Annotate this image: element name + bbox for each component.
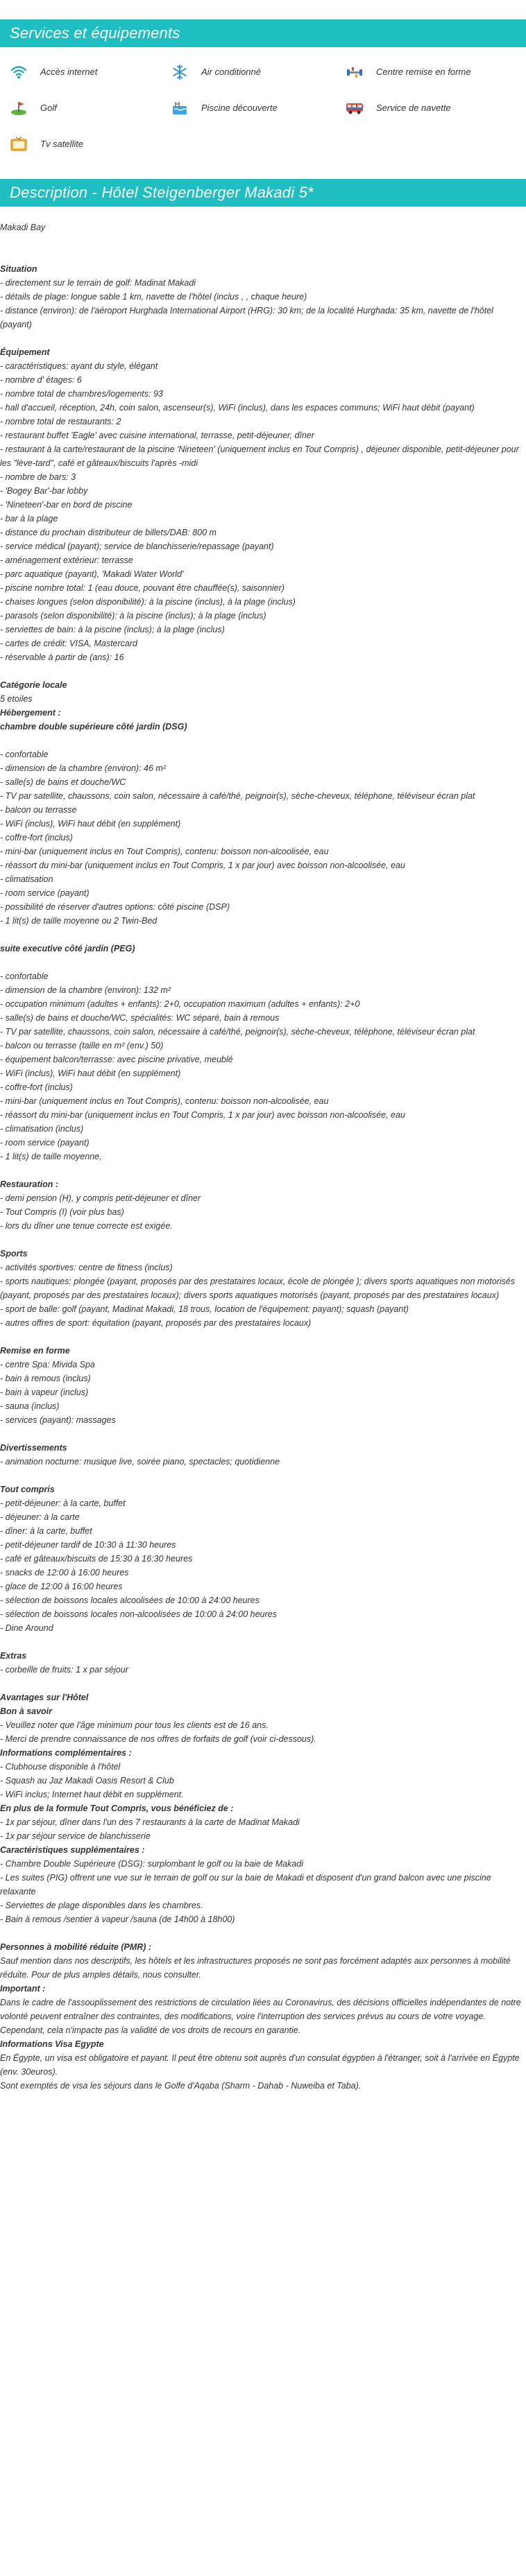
service-label: Accès internet <box>40 67 98 77</box>
description-line: - Chambre Double Supérieure (DSG): surplombant le golf ou la baie de Makadi <box>0 1859 304 1869</box>
description-line: - piscine nombre total: 1 (eau douce, pouvant être chauffée(s), saisonnier) <box>0 583 285 593</box>
section-heading: Restauration : <box>0 1179 59 1189</box>
tv-icon <box>10 135 28 153</box>
description-line: Cependant, cela n'impacte pas la validité de vos droits de recours en garantie. <box>0 2025 301 2035</box>
description-line: - déjeuner: à la carte <box>0 1512 80 1522</box>
description-line: - occupation minimum (adultes + enfants): 2+0, occupation maximum (adultes + enfants): 2+0 <box>0 999 360 1009</box>
services-row <box>10 54 526 90</box>
description-line: - Clubhouse disponible à l'hôtel <box>0 1762 121 1772</box>
description-line: - mini-bar (uniquement inclus en Tout Compris), contenu: boisson non-alcoolisée, eau <box>0 1096 329 1106</box>
section-heading: En plus de la formule Tout Compris, vous bénéficiez de : <box>0 1804 234 1813</box>
description-line: - bain à remous (inclus) <box>0 1374 91 1383</box>
section-heading: Sports <box>0 1249 28 1259</box>
description-line: - directement sur le terrain de golf: Madinat Makadi <box>0 278 196 288</box>
description-line: - nombre total de restaurants: 2 <box>0 417 121 426</box>
service-label: Golf <box>40 103 57 113</box>
description-line: En Égypte, un visa est obligatoire et payant. Il peut être obtenu soit auprès d'un consulat égyptien à l'étranger, soit à l'arrivée en Égypte (env. 30euros). <box>0 2053 520 2077</box>
description-line: - snacks de 12:00 à 16:00 heures <box>0 1568 129 1577</box>
description-line: - TV par satellite, chaussons, coin salon, nécessaire à café/thé, peignoir(s), sèche-cheveux, téléphone, téléviseur écran plat <box>0 1027 475 1037</box>
description-line: - bain à vapeur (inclus) <box>0 1388 89 1397</box>
service-golf <box>10 99 171 117</box>
section-heading: Bon à savoir <box>0 1706 53 1716</box>
services-header <box>0 19 526 47</box>
description-line: - cartes de crédit: VISA, Mastercard <box>0 639 137 648</box>
blank-line <box>0 1926 526 1940</box>
description-line: - Squash au Jaz Makadi Oasis Resort & Club <box>0 1776 174 1786</box>
description-line: - autres offres de sport: équitation (payant, proposés par des prestataires locaux) <box>0 1318 312 1328</box>
description-line: - Merci de prendre connaissance de nos offres de forfaits de golf (voir ci-dessous). <box>0 1734 316 1744</box>
service-label: Piscine découverte <box>201 103 278 113</box>
description-line: - équipement balcon/terrasse: avec piscine privative, meublé <box>0 1055 233 1064</box>
blank-line <box>0 1635 526 1649</box>
services-row <box>10 90 526 126</box>
description-line: - caractéristiques: ayant du style, élégant <box>0 361 158 371</box>
description-line: - room service (payant) <box>0 1138 90 1148</box>
blank-line <box>0 331 526 345</box>
description-line: - dimension de la chambre (environ): 46 m² <box>0 763 166 773</box>
blank-line <box>0 1677 526 1691</box>
description-line: - distance du prochain distributeur de billets/DAB: 800 m <box>0 528 217 537</box>
blank-line <box>0 1164 526 1177</box>
description-line: - climatisation <box>0 874 53 884</box>
description-line: - 1x par séjour, dîner dans l'un des 7 restaurants à la carte de Madinat Makadi <box>0 1817 300 1827</box>
description-line: - Serviettes de plage disponibles dans les chambres. <box>0 1901 203 1910</box>
service-label: Air conditionné <box>201 67 261 77</box>
section-heading: Équipement <box>0 347 50 357</box>
description-line: - sélection de boissons locales alcoolisées de 10:00 à 24:00 heures <box>0 1596 260 1605</box>
description-line: - nombre de bars: 3 <box>0 472 76 482</box>
description-line: - Bain à remous /sentier à vapeur /sauna (de 14h00 à 18h00) <box>0 1914 235 1924</box>
description-line: - climatisation (inclus) <box>0 1124 84 1134</box>
description-line: Dans le cadre de l'assouplissement des restrictions de circulation liées au Coronavirus, des décisions officielles indépendantes de notre volonté peuvent entraîner des contraintes, des modifications, voire l'interruption des services prévus au cours de votre voyage. <box>0 1998 521 2021</box>
description-line: - 1 lit(s) de taille moyenne, <box>0 1152 102 1161</box>
description-line: - salle(s) de bains et douche/WC, spécialités: WC séparé, bain à remous <box>0 1013 280 1023</box>
section-heading: Divertissements <box>0 1443 67 1453</box>
description-line: - salle(s) de bains et douche/WC <box>0 777 126 787</box>
description-line: 5 etoiles <box>0 694 33 704</box>
blank-line <box>0 664 526 678</box>
description-line: - détails de plage: longue sable 1 km, navette de l'hôtel (inclus , , chaque heure) <box>0 292 307 302</box>
description-line: - sauna (inclus) <box>0 1401 60 1411</box>
blank-line <box>0 1469 526 1483</box>
section-heading: Extras <box>0 1651 27 1661</box>
description-line: - balcon ou terrasse <box>0 805 77 815</box>
services-title: Services et équipements <box>10 24 180 42</box>
services-row <box>10 126 526 162</box>
snowflake-icon <box>171 63 189 81</box>
description-line: - possibilité de réserver d'autres options: côté piscine (DSP) <box>0 902 230 912</box>
description-line: - serviettes de bain: à la piscine (inclus); à la plage (inclus) <box>0 625 225 634</box>
description-line: - demi pension (H), y compris petit-déjeuner et dîner <box>0 1193 201 1203</box>
description-line: - animation nocturne: musique live, soirée piano, spectacles; quotidienne <box>0 1457 280 1467</box>
section-heading: Remise en forme <box>0 1346 70 1356</box>
description-line: - nombre total de chambres/logements: 93 <box>0 389 163 399</box>
description-line: - Veuillez noter que l'âge minimum pour tous les clients est de 16 ans. <box>0 1720 269 1730</box>
description-line: - Dine Around <box>0 1623 53 1633</box>
description-line: - réassort du mini-bar (uniquement inclus en Tout Compris, 1 x par jour) avec boisson non-alcoolisée, eau <box>0 1110 405 1120</box>
description-line: - confortable <box>0 971 49 981</box>
description-line: - WiFi (inclus), WiFi haut débit (en supplément) <box>0 819 181 829</box>
description-line: - restaurant buffet 'Eagle' avec cuisine international, terrasse, petit-déjeuner, dîner <box>0 431 314 440</box>
description-line: - réassort du mini-bar (uniquement inclus en Tout Compris, 1 x par jour) avec boisson non-alcoolisée, eau <box>0 861 405 870</box>
service-label: Tv satellite <box>40 139 84 149</box>
service-pool <box>171 99 346 117</box>
description-line: Makadi Bay <box>0 223 46 232</box>
description-line: - dimension de la chambre (environ): 132 m² <box>0 985 171 995</box>
description-line: - petit-déjeuner tardif de 10:30 à 11:30 heures <box>0 1540 176 1550</box>
shuttle-icon <box>346 99 364 117</box>
section-heading: Situation <box>0 264 37 274</box>
service-air-conditioning <box>171 63 346 81</box>
section-heading: Personnes à mobilité réduite (PMR) : <box>0 1942 152 1952</box>
section-heading: Informations complémentaires : <box>0 1748 132 1758</box>
description-line: - room service (payant) <box>0 888 90 898</box>
description-line: - sélection de boissons locales non-alcoolisées de 10:00 à 24:00 heures <box>0 1609 277 1619</box>
fitness-icon <box>346 63 364 81</box>
description-line: - Tout Compris (I) (voir plus bas) <box>0 1207 124 1217</box>
blank-line <box>0 1233 526 1247</box>
service-satellite-tv <box>10 135 171 153</box>
section-heading: chambre double supérieure côté jardin (DSG) <box>0 722 187 732</box>
description-line: - mini-bar (uniquement inclus en Tout Compris), contenu: boisson non-alcoolisée, eau <box>0 847 329 856</box>
section-heading: Tout compris <box>0 1485 55 1494</box>
pool-icon <box>171 99 189 117</box>
service-label: Service de navette <box>376 103 451 113</box>
blank-line <box>0 956 526 969</box>
description-line: - nombre d' étages: 6 <box>0 375 82 385</box>
description-line: - parc aquatique (payant), 'Makadi Water World' <box>0 569 184 579</box>
description-line: - WiFi (inclus), WiFi haut débit (en supplément) <box>0 1069 181 1078</box>
description-line: - parasols (selon disponibilité): à la piscine (inclus); à la plage (inclus) <box>0 611 266 621</box>
description-line: - 1 lit(s) de taille moyenne ou 2 Twin-Bed <box>0 916 158 926</box>
description-body <box>0 207 526 2093</box>
description-line: - restaurant à la carte/restaurant de la piscine 'Nineteen' (uniquement inclus en Tout Compris) , déjeuner disponible, petit-déjeuner pour les "lève-tard", café et gâteaux/biscuits l'après -midi <box>0 444 519 468</box>
description-line: - café et gâteaux/biscuits de 15:30 à 16:30 heures <box>0 1554 193 1564</box>
section-heading: Hébergement : <box>0 708 61 718</box>
wifi-icon <box>10 63 28 81</box>
description-line: - chaises longues (selon disponibilité): à la piscine (inclus), à la plage (inclus) <box>0 597 296 607</box>
section-heading: Caractéristiques supplémentaires : <box>0 1845 145 1855</box>
description-line: - réservable à partir de (ans): 16 <box>0 652 124 662</box>
description-header <box>0 179 526 207</box>
blank-line <box>0 928 526 942</box>
section-heading: Informations Visa Egypte <box>0 2039 104 2049</box>
description-line: - balcon ou terrasse (taille en m² (env.) 50) <box>0 1041 164 1051</box>
description-line: - hall d'accueil, réception, 24h, coin salon, ascenseur(s), WiFi (inclus), dans les espaces communs; WiFi haut débit (payant) <box>0 403 475 413</box>
description-line: Sont exemptés de visa les séjours dans le Golfe d'Aqaba (Sharm - Dahab - Nuweiba et Taba). <box>0 2081 362 2091</box>
section-heading: Important : <box>0 1984 46 1994</box>
service-label: Centre remise en forme <box>376 67 471 77</box>
description-line: - corbeille de fruits: 1 x par séjour <box>0 1665 128 1675</box>
description-line: - service médical (payant); service de blanchisserie/repassage (payant) <box>0 542 274 551</box>
service-shuttle <box>346 99 507 117</box>
description-line: Sauf mention dans nos descriptifs, les hôtels et les infrastructures proposés ne sont pas forcément adaptés aux personnes à mobilité réduite. Pour de plus amples détails, nous consulter. <box>0 1956 511 1980</box>
blank-line <box>0 1427 526 1441</box>
description-line: - sports nautiques: plongée (payant, proposés par des prestataires locaux, école de plongée ); divers sports aquatiques non motorisés (payant, proposés par des prestataires locaux); divers sports aquatiques motorisés (payant, proposés par des prestataires locaux) <box>0 1277 516 1300</box>
section-heading: Catégorie locale <box>0 680 67 690</box>
description-line: - aménagement extérieur: terrasse <box>0 555 133 565</box>
blank-line <box>0 734 526 747</box>
description-line: - WiFi inclus; Internet haut débit en supplément. <box>0 1790 184 1799</box>
description-line: - sport de balle: golf (payant, Madinat Makadi, 18 trous, location de l'équipement: payant); squash (payant) <box>0 1304 409 1314</box>
description-line: - glace de 12:00 à 16:00 heures <box>0 1582 123 1591</box>
services-list <box>0 47 526 169</box>
description-line: - 'Bogey Bar'-bar lobby <box>0 486 88 496</box>
blank-line <box>0 1330 526 1344</box>
description-line: - confortable <box>0 750 49 759</box>
description-line: - dîner: à la carte, buffet <box>0 1526 92 1536</box>
description-line: - services (payant): massages <box>0 1415 116 1425</box>
description-line: - 'Nineteen'-bar en bord de piscine <box>0 500 133 510</box>
service-internet <box>10 63 171 81</box>
description-line: - activités sportives: centre de fitness (inclus) <box>0 1263 173 1272</box>
blank-line <box>0 248 526 262</box>
service-fitness <box>346 63 507 81</box>
description-line: - petit-déjeuner: à la carte, buffet <box>0 1498 126 1508</box>
blank-line <box>0 234 526 248</box>
description-line: - distance (environ): de l'aéroport Hurghada International Airport (HRG): 30 km; de la localité Hurghada: 35 km, navette de l'hôtel (payant) <box>0 306 493 329</box>
description-title: Description - Hôtel Steigenberger Makadi 5* <box>10 184 314 201</box>
description-line: - centre Spa: Mivida Spa <box>0 1360 95 1369</box>
golf-icon <box>10 99 28 117</box>
description-line: - coffre-fort (inclus) <box>0 833 73 842</box>
description-line: - bar à la plage <box>0 514 58 524</box>
description-line: - 1x par séjour service de blanchisserie <box>0 1831 151 1841</box>
section-heading: suite executive côté jardin (PEG) <box>0 944 135 953</box>
description-line: - Les suites (PIG) offrent une vue sur le terrain de golf ou sur la baie de Makadi et disposent d'un grand balcon avec une piscine relaxante <box>0 1873 491 1896</box>
description-line: - lors du dîner une tenue correcte est exigée. <box>0 1221 173 1231</box>
section-heading: Avantages sur l'Hôtel <box>0 1693 89 1702</box>
description-line: - coffre-fort (inclus) <box>0 1082 73 1092</box>
description-line: - TV par satellite, chaussons, coin salon, nécessaire à café/thé, peignoir(s), sèche-cheveux, téléphone, téléviseur écran plat <box>0 791 475 801</box>
